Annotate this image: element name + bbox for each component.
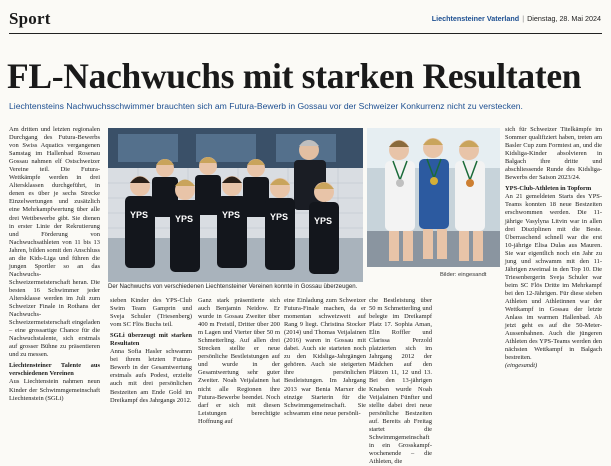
- col4-text: eine Einladung zum Schweizer Futura-Finale machen, da er momentan schweizweit auf Rang 9 liegt. Christina Stocker (2014) und Thomas Veijalainen (2016) waren in Gossau mit dabei. Auch sie starteten noch zu den Kidsliga-Jahrgängen gehören. Auch sie steigerten ihre persönlichen Bestleistungen. Im Jahrgang 2013 war Benia Marxer die einzige Starterin für die Schwimmgemeinschaft. Sie schwamm eine neue persönli-: [284, 297, 366, 417]
- body-column-4: [284, 297, 366, 417]
- body-column-1: [9, 126, 100, 414]
- shirt-logo: YPS: [130, 210, 149, 220]
- body-column-5: [369, 297, 432, 465]
- col1-text-2: Aus Liechtenstein nahmen neun Kinder der Schwimmgemeinschaft Liechtenstein (SGLi): [9, 378, 100, 402]
- shirt-logo: YPS: [175, 214, 194, 224]
- publication-name: Liechtensteiner Vaterland: [431, 14, 520, 23]
- body-column-2: [110, 297, 192, 414]
- header-meta: [432, 14, 601, 23]
- headline: FL-Nachwuchs mit starken Resultaten: [7, 56, 582, 96]
- right-text-start: sich für Schweizer Titelkämpfe im Sommer qualifiziert haben, treten am Basler Cup zum Formtest an, und die Kidsliga-Kinder absolvieren in Balgach ihre dritte und abschliessende Runde des Kidsliga-Bewerbs der Saison 2023/24.: [505, 126, 602, 182]
- col1-subhead: Liechtensteiner Talente aus verschiedenen Vereinen: [9, 362, 100, 378]
- right-signoff: (eingesandt): [505, 362, 538, 370]
- col2-subhead: SGLi überzeugt mit starken Resultaten: [110, 332, 192, 348]
- body-column-3: [198, 297, 280, 425]
- col5-text: che Bestleistung über 50 m Schmetterling und belegte im Dreikampf Platz 17. Sophia Aman, Elin Roffler und Clarissa Perzold platzierten sich im Jahrgang 2012 der Mädchen auf den Plätzen 11, 12 und 13. Bei den 13-jährigen Knaben wurde Noah Veijalainen Fünfter und stellte dabei drei neue persönliche Bestzeiten auf. Bereits ab Freitag startet die Schwimmgemeinschaft in ein Grosskampf-wochenende – die Athleten, die: [369, 297, 432, 465]
- body-column-right: [505, 126, 602, 414]
- lead: Liechtensteins Nachwuchsschwimmer brauchten sich am Futura-Bewerb in Gossau vor der Schweizer Konkurrenz nicht zu verstecken.: [9, 101, 523, 111]
- col1-text: Am dritten und letzten regionalen Durchgang des Futura-Bewerbs von Swiss Aquatics vergangenen Samstag im Hallenbad Rosenau Gossau nahmen elf Ostschweizer Vereine teil. Die Futura-Wettkämpfe werden in drei Altersklassen durchgeführt, in denen es über je sechs Strecke Einzelwertungen und zusätzlich eine Mehrkampfwertung über alle drei Wettbewerbe gibt. Sie dienen in erster Linie der Rekrutierung und Förderung von Nachwuchsathleten von 11 bis 13 Jahren, bilden somit den Anschluss an die Kids-Liga und führen die jungen Sportler so an das Nachwuchs-Schweizermeisterschaft heran. Die besten 16 Schwimmer jeder Altersklasse werden im Juli zum Schweizer Finale in Rothans der Nachwuchs-Schweizermeisterschaft eingeladen – eine grossartige Chance für die Nachwuchstalente, sich erstmals auf grosser Bühne zu präsentieren und zu messen.: [9, 126, 100, 359]
- photo-team-group: [108, 128, 363, 282]
- right-subhead: YPS-Club-Athleten in Topform: [505, 185, 592, 193]
- photo-caption: Der Nachwuchs von verschiedenen Liechtensteiner Vereinen konnte in Gossau überzeugen.: [108, 283, 358, 290]
- photo-credit: Bilder: eingesandt: [440, 272, 487, 278]
- col2-text-2: Anna Sofia Hasler schwamm bei ihrem letzten Futura-Bewerb in der Gesamtwertung erstmals aufs Podest, erzielte auch mit drei persönlichen Bestzeiten am Ende Gold im Dreikampf des Jahrgangs 2012.: [110, 348, 192, 404]
- section-title: Sport: [9, 9, 51, 28]
- header-rule: [9, 33, 602, 34]
- col3-text: Ganz stark präsentierte sich auch Benjamin Neidow. Er wurde in Gossau Zweiter über 400 m Freistil, Dritter über 200 m Lagen und Vierter über 50 m Schmetterling. Auf allen drei Strecken stellte er neue persönliche Bestleistungen auf und wurde in der Gesamtwertung sehr guter Zweiter. Noah Veijalainen hat nicht alle Regionen ihre Futura-Bewerbe beendet. Noch darf er sich mit diesen Leistungen berechtigte Hoffnung auf: [198, 297, 280, 425]
- photo-team-group-image: [108, 128, 363, 282]
- shirt-logo: YPS: [270, 212, 289, 222]
- shirt-logo: YPS: [222, 210, 241, 220]
- meta-separator: |: [522, 14, 525, 23]
- right-text: An 21 gemeldeten Starts des YPS-Teams konnten 18 neue Bestzeiten erschwommen werden. Die 11-jährige Vasylyna Litvin war in allen drei Disziplinen mit die Beste. Überraschend schnell war die erst 10-jährige Elisa Dulas aus Mauren. Sie war eigentlich noch ein Jahr zu jung und schwamm mit den 11-Jährigen zweimal in den Top 10. Die Triesenbergerin Sveja Schuler war beim SC Flös Dritte im Mehrkampf bei den 12-Jährigen. Für diese sieben Athleten und Athletinnen war der Wettkampf in Gossau der letzte Anlass im warmen Hallenbad. Ab jetzt geht es auf die 50-Meter-Aussenbahnen. Auch die jüngeren Athleten des YPS-Teams werden den nächsten Wettkampf in Balgach bestreiten.: [505, 193, 602, 362]
- photo-medal-winners-image: [367, 128, 500, 267]
- photo-medal-winners: [367, 128, 500, 267]
- col2-text: sieben Kinder des YPS-Club Swim Team Gamprin und Sveja Schuler (Triesenberg) vom SC Flös Buchs teil.: [110, 297, 192, 329]
- shirt-logo: YPS: [314, 216, 333, 226]
- publication-date: Dienstag, 28. Mai 2024: [527, 14, 601, 23]
